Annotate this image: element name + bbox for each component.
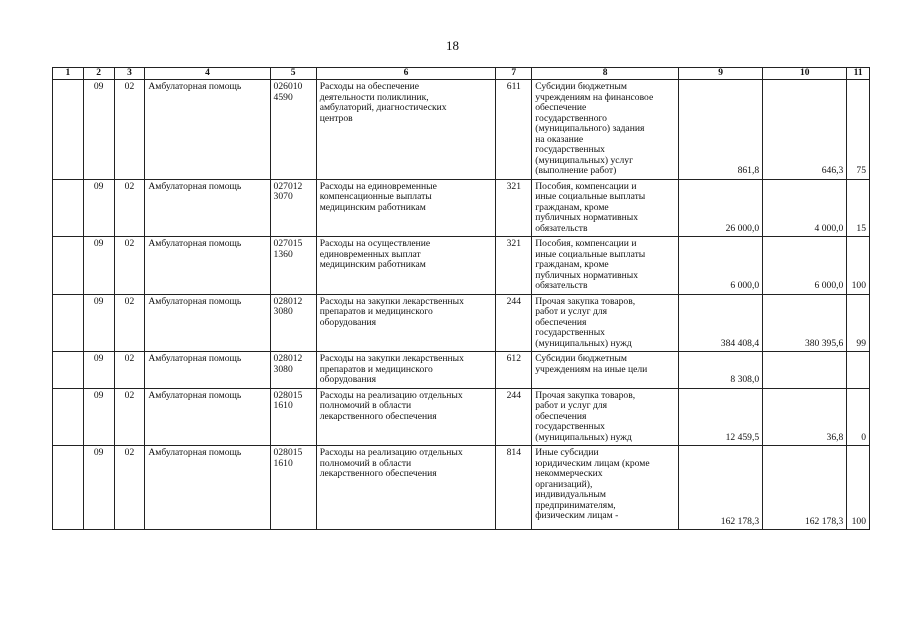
- expense-type-line: (выполнение работ): [535, 165, 617, 176]
- cell-executed: 162 178,3: [763, 446, 847, 530]
- expense-type-line: обязательств: [535, 280, 588, 291]
- page-number: 18: [446, 38, 459, 53]
- cell-percent: 100: [847, 237, 870, 295]
- expense-type-line: обеспечения: [535, 410, 587, 422]
- column-header: 9: [679, 68, 763, 80]
- description-line: центров: [319, 112, 353, 124]
- table-row: [53, 294, 870, 352]
- description-line: Расходы на реализацию отдельных: [319, 389, 463, 401]
- cell-subsection: 02: [114, 179, 145, 237]
- expense-type-line: Пособия, компенсации и: [535, 238, 637, 249]
- cell-expense-type: 244: [496, 388, 532, 446]
- column-header: 2: [83, 68, 114, 80]
- cell-expense-type: 321: [496, 179, 532, 237]
- cell-planned: 26 000,0: [679, 179, 763, 237]
- cell-description: [316, 294, 496, 352]
- cell-expense-type-name: [532, 179, 679, 237]
- cell-percent: [847, 352, 870, 389]
- cell-description: [316, 80, 496, 180]
- expense-type-line: Прочая закупка товаров,: [535, 389, 636, 401]
- expense-type-line: (муниципального) задания: [535, 123, 645, 134]
- table-row: [53, 179, 870, 237]
- description-line: Расходы на единовременные: [319, 180, 437, 192]
- description-line: Расходы на закупки лекарственных: [319, 295, 464, 307]
- expense-type-line: обязательств: [535, 222, 588, 234]
- description-line: Расходы на обеспечение: [319, 81, 419, 92]
- cell-expense-type-name: [532, 446, 679, 530]
- cell-subsection: 02: [114, 352, 145, 389]
- expense-type-line: организаций),: [535, 478, 593, 490]
- expense-type-line: гражданам, кроме: [535, 201, 609, 213]
- expense-type-line: (муниципальных) услуг: [535, 154, 634, 166]
- cell-subsection: 02: [114, 237, 145, 295]
- cell-percent: 75: [847, 80, 870, 180]
- cell-col1: [53, 388, 84, 446]
- cell-section: 09: [83, 446, 114, 530]
- cell-target-code: 028015 1610: [270, 388, 316, 446]
- expense-type-line: индивидуальным: [535, 489, 606, 500]
- expense-type-line: Субсидии бюджетным: [535, 353, 627, 364]
- column-header: 11: [847, 68, 870, 80]
- cell-planned: 8 308,0: [679, 352, 763, 389]
- cell-subsection: 02: [114, 294, 145, 352]
- column-header: 1: [53, 68, 84, 80]
- cell-expense-type-name: [532, 80, 679, 180]
- description-line: единовременных выплат: [319, 248, 421, 260]
- expense-type-line: Прочая закупка товаров,: [535, 295, 636, 307]
- description-line: оборудования: [319, 316, 377, 328]
- cell-executed: 646,3: [763, 80, 847, 180]
- cell-planned: 12 459,5: [679, 388, 763, 446]
- column-header: 7: [496, 68, 532, 80]
- cell-section-name: Амбулаторная помощь: [145, 80, 270, 180]
- cell-expense-type-name: [532, 388, 679, 446]
- cell-description: [316, 388, 496, 446]
- expense-type-line: государственного: [535, 112, 607, 124]
- cell-col1: [53, 294, 84, 352]
- expense-type-line: обеспечение: [535, 102, 587, 113]
- expense-type-line: работ и услуг для: [535, 400, 608, 411]
- cell-planned: 6 000,0: [679, 237, 763, 295]
- description-line: препаратов и медицинского: [319, 363, 433, 375]
- column-header: 5: [270, 68, 316, 80]
- table-row: [53, 352, 870, 389]
- expense-type-line: учреждениям на финансовое: [535, 91, 654, 103]
- expense-type-line: государственных: [535, 144, 605, 155]
- cell-percent: 100: [847, 446, 870, 530]
- cell-section: 09: [83, 237, 114, 295]
- expense-type-line: публичных нормативных: [535, 212, 639, 223]
- cell-section-name: Амбулаторная помощь: [145, 237, 270, 295]
- column-header: 4: [145, 68, 270, 80]
- expense-type-line: некоммерческих: [535, 468, 603, 479]
- description-line: полномочий в области: [319, 400, 412, 411]
- expense-type-line: учреждениям на иные цели: [535, 363, 648, 375]
- description-line: Расходы на закупки лекарственных: [319, 353, 464, 364]
- cell-expense-type: 244: [496, 294, 532, 352]
- cell-planned: 162 178,3: [679, 446, 763, 530]
- cell-col1: [53, 352, 84, 389]
- cell-col1: [53, 179, 84, 237]
- expense-type-line: публичных нормативных: [535, 269, 639, 281]
- cell-description: [316, 237, 496, 295]
- cell-expense-type-name: [532, 237, 679, 295]
- cell-expense-type: 814: [496, 446, 532, 530]
- description-line: оборудования: [319, 374, 377, 385]
- cell-description: [316, 352, 496, 389]
- cell-section: 09: [83, 80, 114, 180]
- cell-executed: 36,8: [763, 388, 847, 446]
- expense-type-line: обеспечения: [535, 316, 587, 328]
- cell-executed: 4 000,0: [763, 179, 847, 237]
- description-line: медицинским работникам: [319, 259, 426, 270]
- cell-expense-type-name: [532, 294, 679, 352]
- expense-type-line: (муниципальных) нужд: [535, 337, 632, 349]
- cell-expense-type: 612: [496, 352, 532, 389]
- description-line: Расходы на осуществление: [319, 238, 431, 249]
- description-line: амбулаторий, диагностических: [319, 102, 447, 113]
- cell-col1: [53, 446, 84, 530]
- cell-expense-type-name: [532, 352, 679, 389]
- cell-section-name: Амбулаторная помощь: [145, 294, 270, 352]
- cell-subsection: 02: [114, 446, 145, 530]
- column-header: 8: [532, 68, 679, 80]
- cell-planned: 861,8: [679, 80, 763, 180]
- cell-target-code: 028012 3080: [270, 352, 316, 389]
- expense-type-line: работ и услуг для: [535, 306, 608, 317]
- cell-col1: [53, 237, 84, 295]
- cell-target-code: 027012 3070: [270, 179, 316, 237]
- cell-section-name: Амбулаторная помощь: [145, 179, 270, 237]
- cell-planned: 384 408,4: [679, 294, 763, 352]
- description-line: лекарственного обеспечения: [319, 468, 437, 479]
- cell-percent: 99: [847, 294, 870, 352]
- cell-subsection: 02: [114, 80, 145, 180]
- cell-expense-type: 321: [496, 237, 532, 295]
- cell-section-name: Амбулаторная помощь: [145, 388, 270, 446]
- expense-type-line: иные социальные выплаты: [535, 248, 646, 260]
- description-line: препаратов и медицинского: [319, 306, 433, 317]
- expense-type-line: (муниципальных) нужд: [535, 431, 632, 443]
- table-row: [53, 446, 870, 530]
- cell-section-name: Амбулаторная помощь: [145, 446, 270, 530]
- description-line: компенсационные выплаты: [319, 191, 432, 202]
- cell-description: [316, 179, 496, 237]
- expense-type-line: гражданам, кроме: [535, 259, 609, 270]
- budget-table: [52, 67, 870, 530]
- cell-section-name: Амбулаторная помощь: [145, 352, 270, 389]
- cell-executed: 380 395,6: [763, 294, 847, 352]
- cell-col1: [53, 80, 84, 180]
- description-line: лекарственного обеспечения: [319, 410, 437, 422]
- expense-type-line: иные социальные выплаты: [535, 191, 646, 202]
- cell-target-code: 028015 1610: [270, 446, 316, 530]
- cell-target-code: 027015 1360: [270, 237, 316, 295]
- cell-section: 09: [83, 352, 114, 389]
- column-header: 10: [763, 68, 847, 80]
- cell-target-code: 026010 4590: [270, 80, 316, 180]
- cell-target-code: 028012 3080: [270, 294, 316, 352]
- column-header: 6: [316, 68, 496, 80]
- expense-type-line: предпринимателям,: [535, 499, 616, 511]
- expense-type-line: государственных: [535, 327, 605, 338]
- cell-percent: 0: [847, 388, 870, 446]
- table-row: [53, 80, 870, 180]
- cell-expense-type: 611: [496, 80, 532, 180]
- cell-section: 09: [83, 294, 114, 352]
- cell-description: [316, 446, 496, 530]
- expense-type-line: Пособия, компенсации и: [535, 180, 637, 192]
- expense-type-line: на оказание: [535, 133, 584, 145]
- expense-type-line: Субсидии бюджетным: [535, 81, 627, 92]
- expense-type-line: юридическим лицам (кроме: [535, 457, 650, 469]
- table-row: [53, 388, 870, 446]
- description-line: полномочий в области: [319, 457, 412, 469]
- cell-subsection: 02: [114, 388, 145, 446]
- expense-type-line: физическим лицам -: [535, 510, 619, 521]
- description-line: Расходы на реализацию отдельных: [319, 447, 463, 458]
- cell-percent: 15: [847, 179, 870, 237]
- expense-type-line: Иные субсидии: [535, 447, 599, 458]
- cell-section: 09: [83, 179, 114, 237]
- cell-section: 09: [83, 388, 114, 446]
- cell-executed: 6 000,0: [763, 237, 847, 295]
- column-header: 3: [114, 68, 145, 80]
- description-line: медицинским работникам: [319, 201, 426, 213]
- expense-type-line: государственных: [535, 421, 605, 432]
- description-line: деятельности поликлиник,: [319, 91, 429, 103]
- header-row: [53, 68, 870, 80]
- table-row: [53, 237, 870, 295]
- cell-executed: [763, 352, 847, 389]
